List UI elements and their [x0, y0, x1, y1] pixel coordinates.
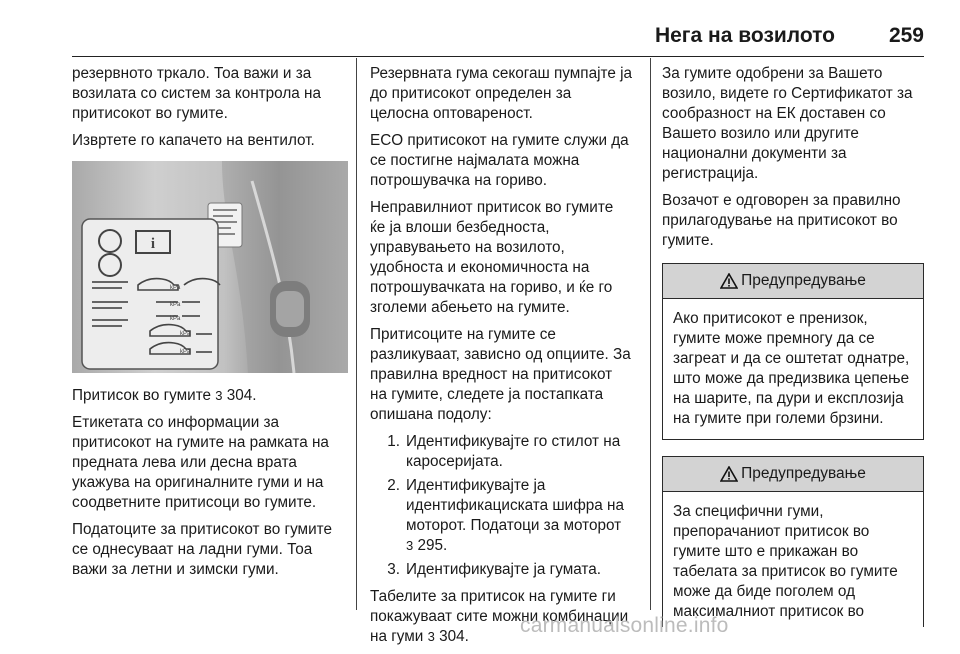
- warning-title: Предупредување: [741, 272, 866, 289]
- column-1: [72, 64, 348, 587]
- paragraph: За гумите одобрени за Вашето возило, видете го Сертификатот за сообразност на ЕК доставен со Вашето возило или другите национални документи за регистрација.: [662, 65, 913, 182]
- warning-header: [663, 457, 923, 492]
- tire-pressure-label-photo: [72, 161, 348, 373]
- list-item: [370, 560, 632, 580]
- paragraph: Возачот е одговорен за правилно прилагодување на притисокот во гумите.: [662, 192, 901, 249]
- steps-list: [370, 432, 632, 580]
- paragraph: Резервната гума секогаш пумпајте ја до притисокот определен за целосна оптовареност.: [370, 65, 632, 122]
- paragraph: Неправилниот притисок во гумите ќе ја влоши безбедноста, управувањето на возилото, удобноста и економичноста на потрошувачката на гориво, и ќе го зголеми абењето на гумите.: [370, 199, 614, 316]
- kpa-text: kPa: [170, 285, 181, 291]
- paragraph: Притисоците на гумите се разликуваат, зависно од опциите. За правилна вредност на притисокот на гумите, следете ја постапката опишана подолу:: [370, 326, 631, 423]
- paragraph: ECO притисокот на гумите служи да се постигне најмалата можна потрошувачка на гориво.: [370, 132, 629, 189]
- warning-triangle-icon: [720, 466, 738, 482]
- kpa-text: kPa: [180, 349, 191, 355]
- watermark: carmanualsonline.info: [520, 614, 729, 637]
- paragraph: резервното тркало. Тоа важи и за возилата со систем за контрола на притисокот во гумите.: [72, 65, 321, 122]
- step-text: Идентификувајте ја идентификациската шифра на моторот. Податоци за моторот: [406, 477, 625, 534]
- page-reference[interactable]: 304.: [439, 628, 469, 645]
- warning-title: Предупредување: [741, 465, 866, 482]
- list-item: [370, 476, 632, 556]
- kpa-text: kPa: [180, 331, 191, 337]
- reference-arrow-icon: 3: [406, 538, 414, 553]
- running-header-title: Нега на возилото: [654, 24, 835, 47]
- column-2: [370, 64, 632, 654]
- paragraph: Извртете го капачето на вентилот.: [72, 132, 315, 149]
- header-rule: [72, 56, 924, 57]
- step-number: 3.: [387, 561, 400, 578]
- step-text-wrap: [406, 476, 632, 556]
- step-number: 1.: [387, 433, 400, 450]
- reference-arrow-icon: 3: [215, 388, 223, 403]
- page-reference[interactable]: 295.: [417, 537, 448, 554]
- paragraph: Етикетата со информации за притисокот на гумите на рамката на предната лева или десна врата укажува на оригиналните гуми и на соодветните притисоци во гумите.: [72, 414, 329, 511]
- page-reference[interactable]: 304.: [226, 387, 257, 404]
- step-text: Идентификувајте ја гумата.: [406, 561, 602, 578]
- warning-header: [663, 264, 923, 299]
- warning-text: За специфични гуми, препорачаниот притисок во гумите што е прикажан во табелата за притисок во гумите може да биде поголем од максималниот притисок во: [673, 503, 898, 620]
- kpa-text: kPa: [170, 316, 181, 322]
- step-text: Идентификувајте го стилот на каросеријата.: [406, 433, 621, 470]
- warning-box: [662, 263, 924, 440]
- paragraph: Податоците за притисокот во гумите се однесуваат на ладни гуми. Тоа важи за летни и зимски гуми.: [72, 521, 332, 578]
- page-number: 259: [888, 24, 924, 47]
- photo-caption: Притисок во гумите 3 304.: [72, 387, 257, 404]
- column-divider-1: [356, 58, 357, 610]
- column-divider-2: [650, 58, 651, 610]
- reference-arrow-icon: 3: [427, 629, 435, 644]
- warning-text: Ако притисокот е пренизок, гумите може премногу да се загреат и да се оштетат однатре, што може да предизвика цепење на шарите, па дури и експлозија на гумите при големи брзини.: [673, 310, 910, 427]
- svg-text:i: i: [150, 236, 156, 252]
- warning-triangle-icon: [720, 273, 738, 289]
- step-number: 2.: [387, 477, 400, 494]
- paragraph: Табелите за притисок на гумите ги покажуваат сите можни комбинации на гуми 3 304.: [370, 588, 629, 645]
- kpa-text: kPa: [170, 302, 181, 308]
- column-3: [662, 64, 924, 643]
- list-item: [370, 432, 632, 472]
- warning-box: [662, 456, 924, 627]
